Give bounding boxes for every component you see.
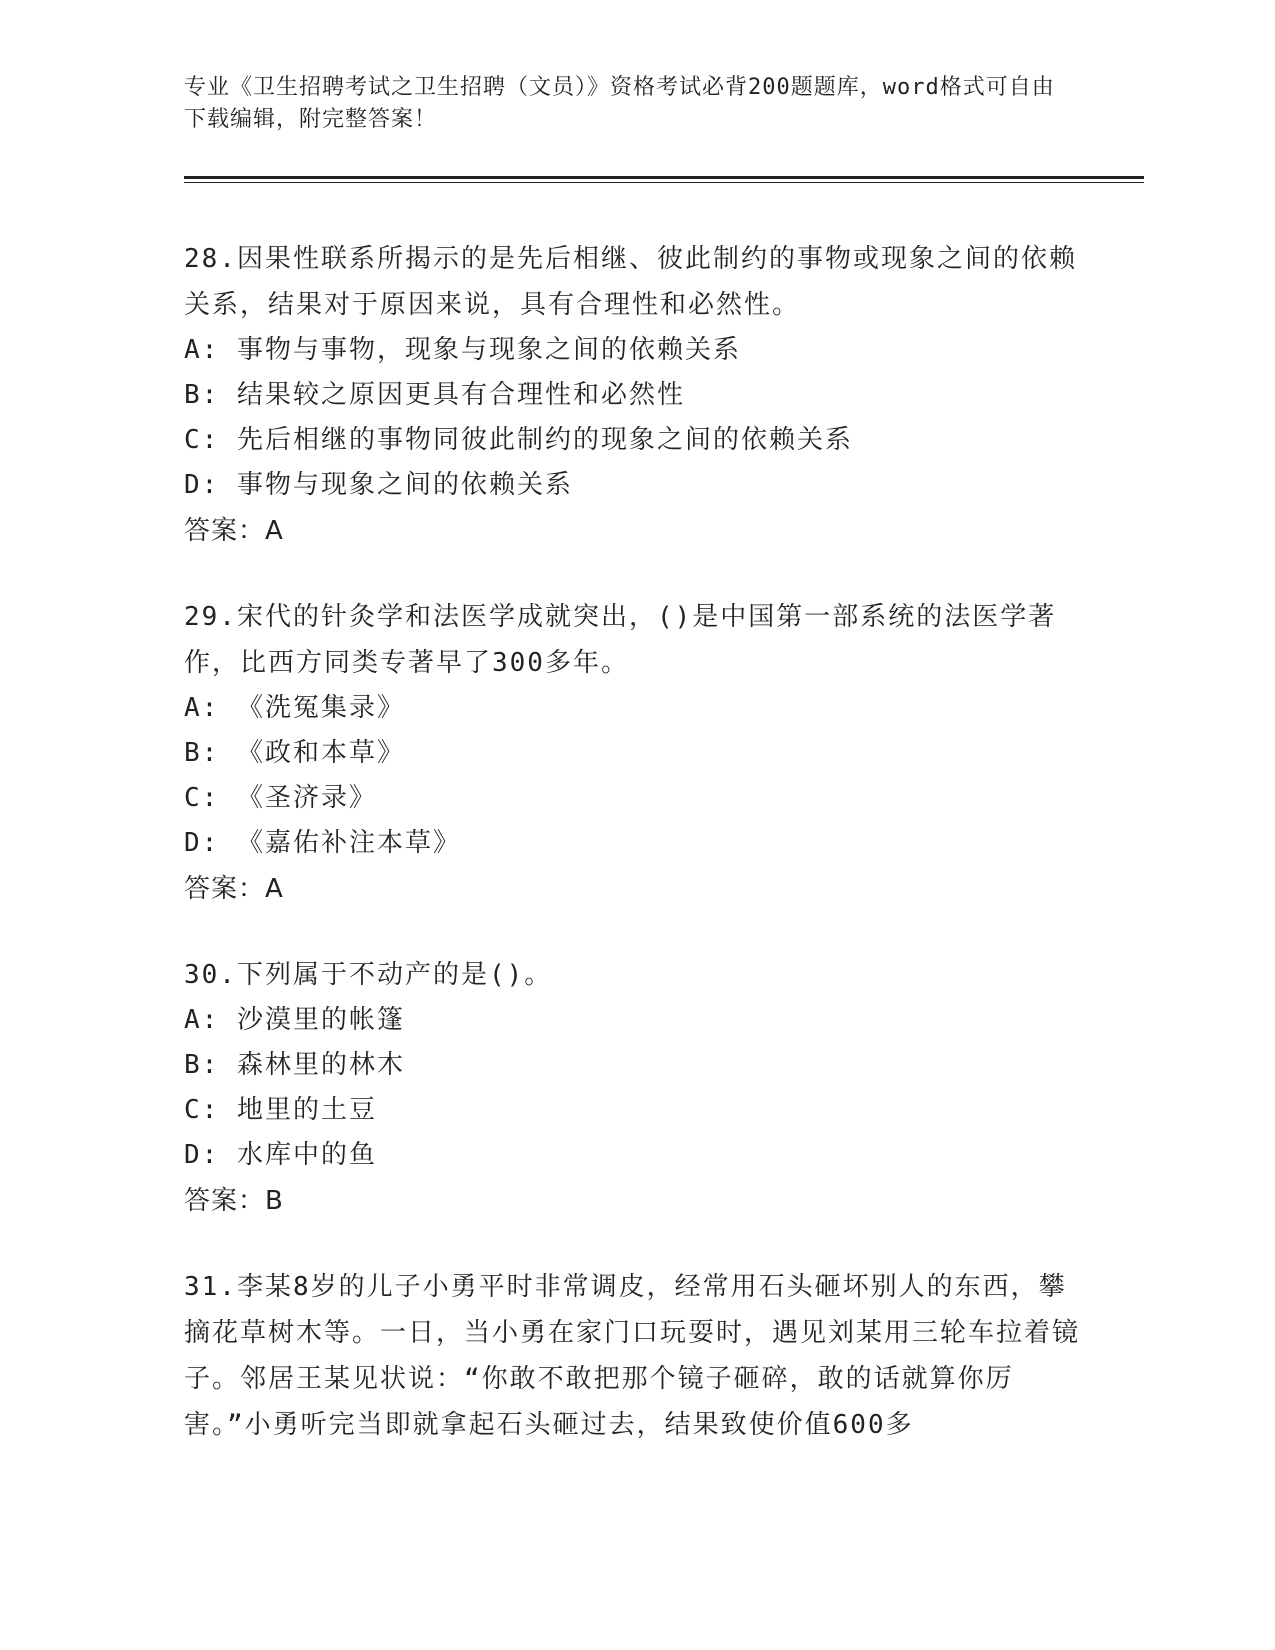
option-key: C: xyxy=(184,425,220,455)
page-header: 专业《卫生招聘考试之卫生招聘（文员）》资格考试必背200题题库，word格式可自由下载编辑，附完整答案！ xyxy=(184,75,1055,132)
option-key: A: xyxy=(184,335,220,365)
option-d xyxy=(184,821,1084,866)
option-key: A: xyxy=(184,693,220,723)
answer-value: B xyxy=(265,1186,284,1216)
question-30 xyxy=(184,952,1084,1224)
option-key: C: xyxy=(184,783,220,813)
question-list xyxy=(184,236,1084,1488)
option-text: 沙漠里的帐篷 xyxy=(236,1005,405,1035)
answer-line xyxy=(184,508,1084,554)
option-text: 《政和本草》 xyxy=(236,738,405,768)
option-text: 《洗冤集录》 xyxy=(236,693,405,723)
option-key: B: xyxy=(184,1050,220,1080)
option-a xyxy=(184,998,1084,1043)
question-31 xyxy=(184,1264,1084,1448)
question-stem: 29.宋代的针灸学和法医学成就突出，()是中国第一部系统的法医学著作，比西方同类专著早了300多年。 xyxy=(184,602,1057,678)
answer-line xyxy=(184,866,1084,912)
option-a xyxy=(184,328,1084,373)
option-text: 《圣济录》 xyxy=(236,783,377,813)
header-divider-thin xyxy=(184,182,1144,183)
answer-value: A xyxy=(265,874,284,904)
answer-line xyxy=(184,1178,1084,1224)
option-c xyxy=(184,1088,1084,1133)
option-c xyxy=(184,776,1084,821)
question-stem: 30.下列属于不动产的是()。 xyxy=(184,960,553,990)
option-key: C: xyxy=(184,1095,220,1125)
question-28 xyxy=(184,236,1084,554)
question-29 xyxy=(184,594,1084,912)
option-text: 结果较之原因更具有合理性和必然性 xyxy=(236,380,685,410)
option-text: 《嘉佑补注本草》 xyxy=(236,828,461,858)
option-d xyxy=(184,1133,1084,1178)
option-text: 事物与事物，现象与现象之间的依赖关系 xyxy=(236,335,741,365)
option-text: 事物与现象之间的依赖关系 xyxy=(236,470,573,500)
answer-label: 答案： xyxy=(184,874,266,904)
answer-value: A xyxy=(265,516,284,546)
option-key: A: xyxy=(184,1005,220,1035)
option-key: D: xyxy=(184,470,220,500)
option-d xyxy=(184,463,1084,508)
option-c xyxy=(184,418,1084,463)
option-text: 森林里的林木 xyxy=(236,1050,405,1080)
option-a xyxy=(184,686,1084,731)
question-stem: 31.李某8岁的儿子小勇平时非常调皮，经常用石头砸坏别人的东西，攀摘花草树木等。一日，当小勇在家门口玩耍时，遇见刘某用三轮车拉着镜子。邻居王某见状说：“你敢不敢把那个镜子砸碎，敢的话就算你厉害。”小勇听完当即就拿起石头砸过去，结果致使价值600多 xyxy=(184,1272,1081,1440)
header-divider-thick xyxy=(184,176,1144,179)
option-b xyxy=(184,373,1084,418)
answer-label: 答案： xyxy=(184,516,266,546)
option-text: 地里的土豆 xyxy=(236,1095,377,1125)
option-key: D: xyxy=(184,828,220,858)
option-key: D: xyxy=(184,1140,220,1170)
option-b xyxy=(184,731,1084,776)
option-text: 水库中的鱼 xyxy=(236,1140,377,1170)
option-text: 先后相继的事物同彼此制约的现象之间的依赖关系 xyxy=(236,425,853,455)
option-b xyxy=(184,1043,1084,1088)
question-stem: 28.因果性联系所揭示的是先后相继、彼此制约的事物或现象之间的依赖关系，结果对于原因来说，具有合理性和必然性。 xyxy=(184,244,1077,320)
option-key: B: xyxy=(184,738,220,768)
option-key: B: xyxy=(184,380,220,410)
answer-label: 答案： xyxy=(184,1186,266,1216)
